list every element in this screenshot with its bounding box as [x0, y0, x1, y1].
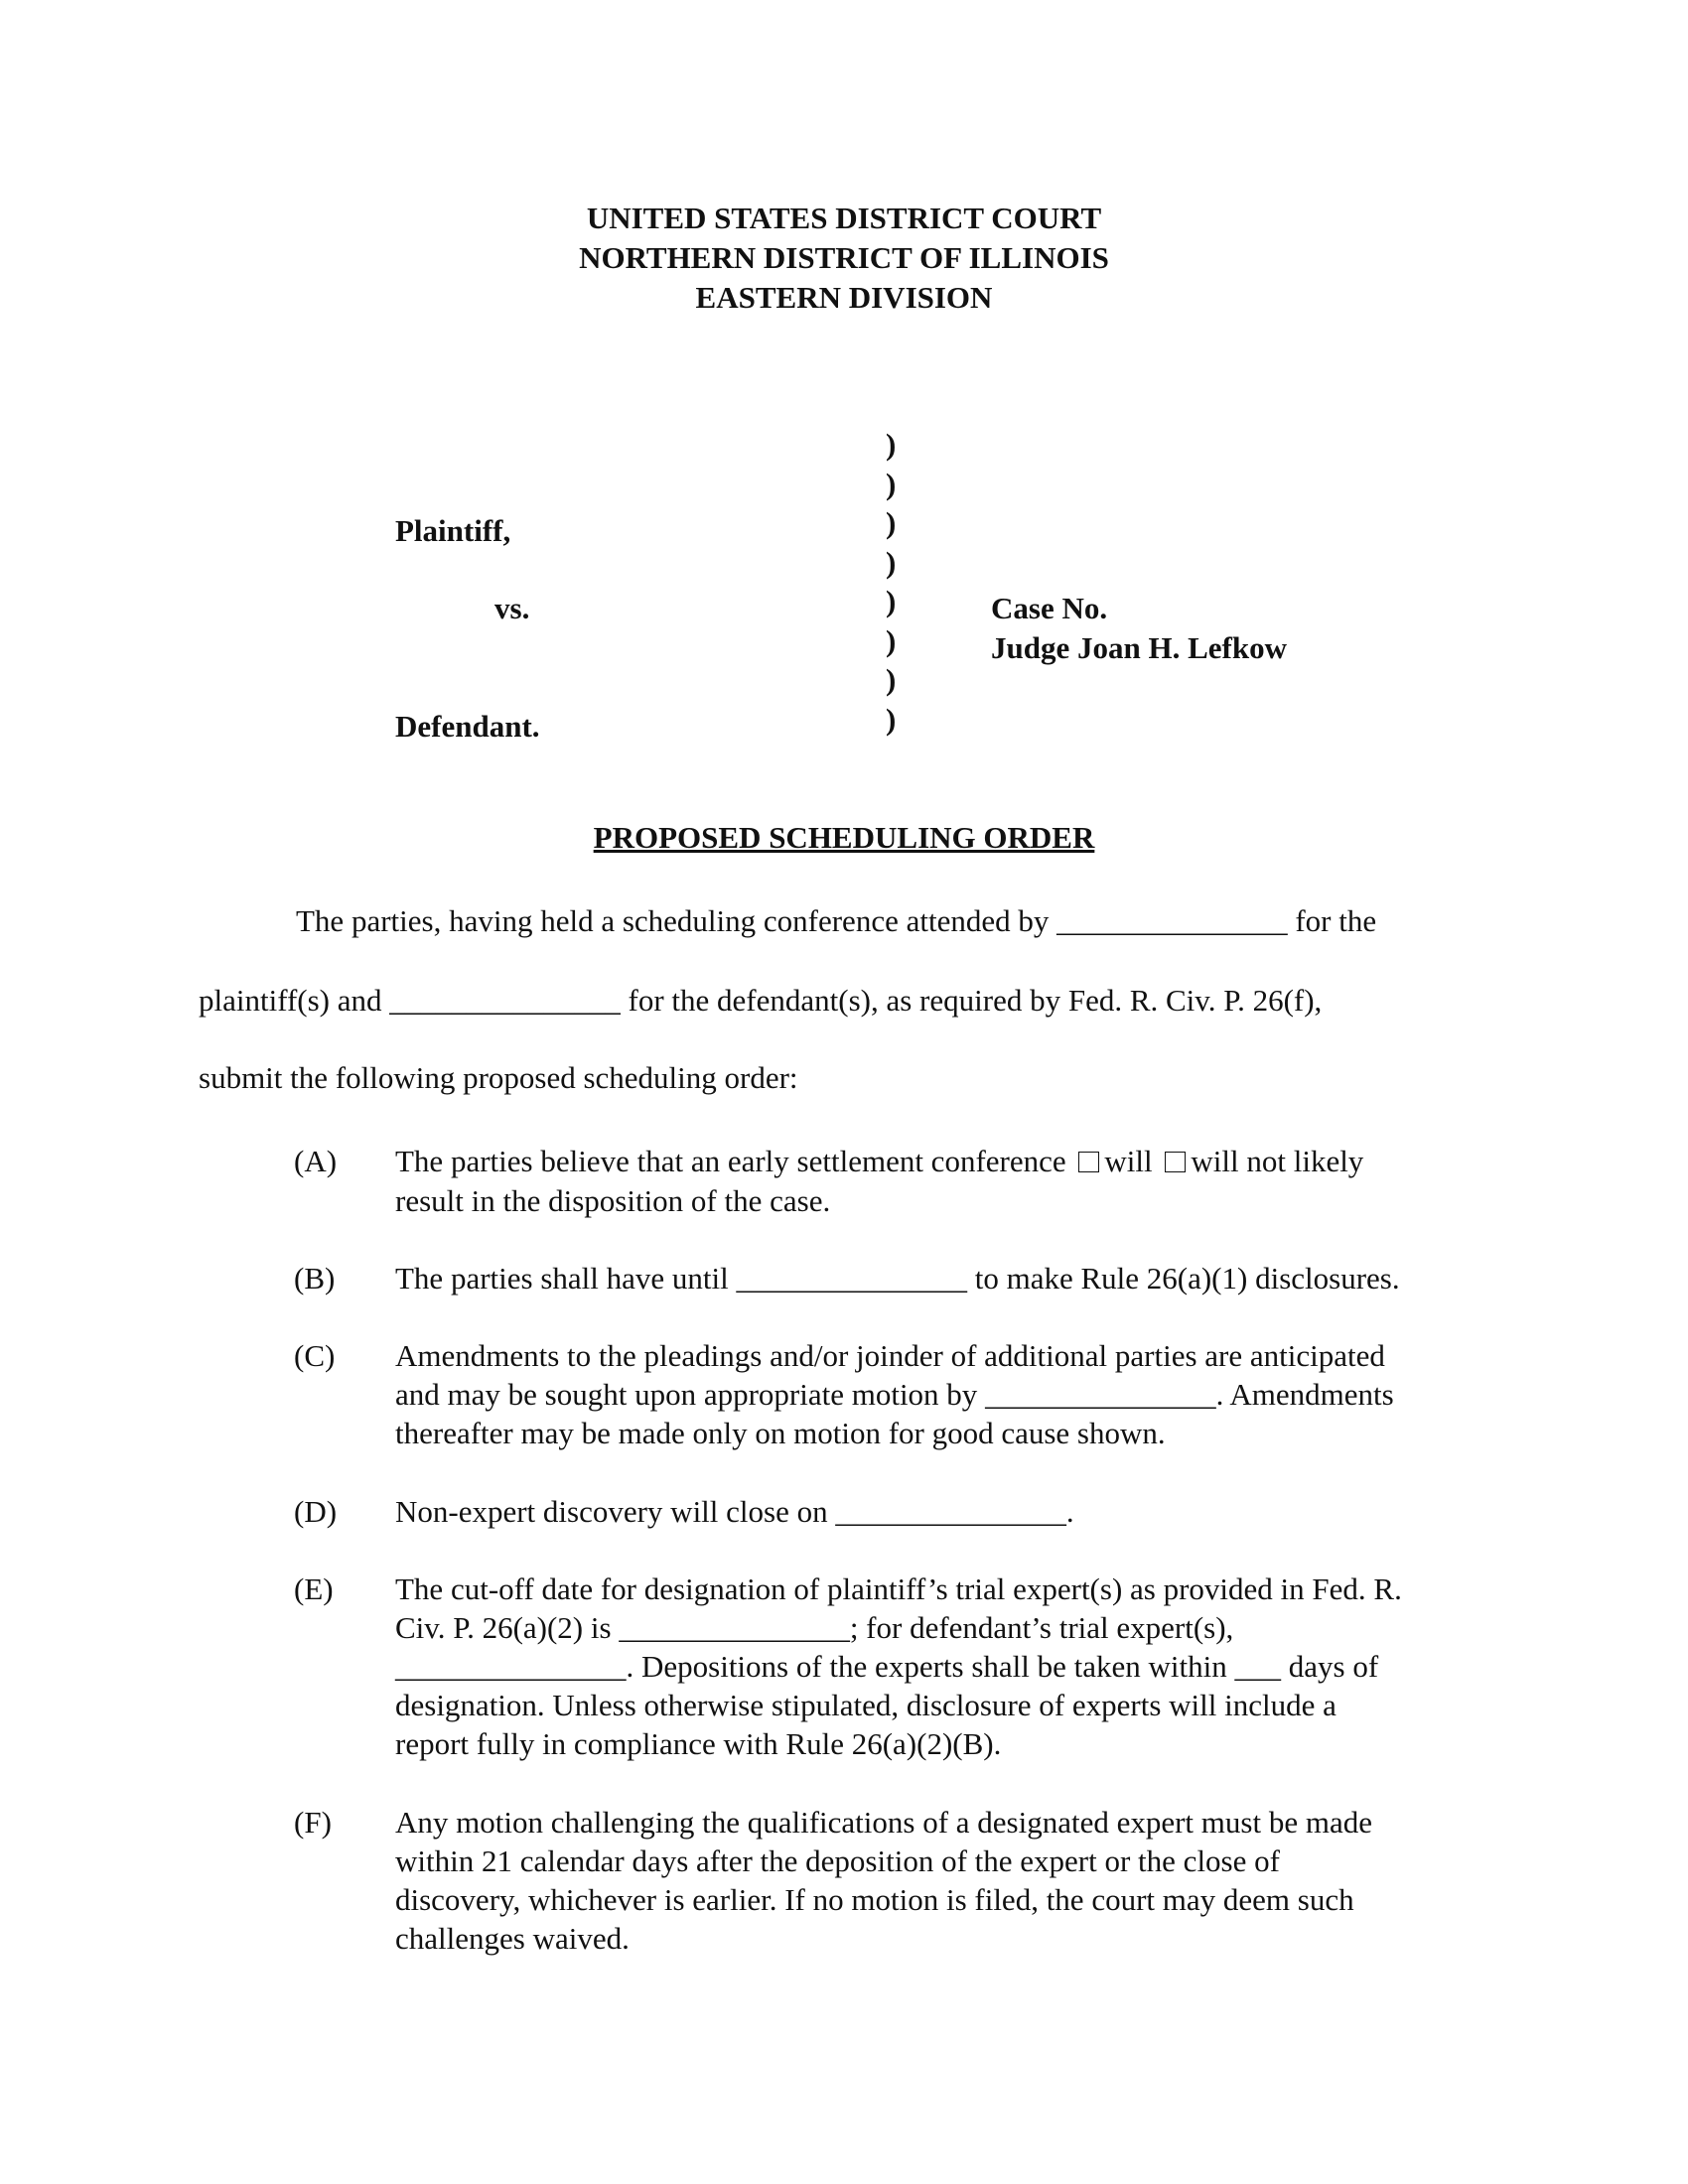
item-d-text: Non-expert discovery will close on: [395, 1494, 828, 1529]
item-a-line-1: [395, 1142, 1363, 1181]
item-e-line-2: [395, 1608, 1233, 1648]
intro-text: The parties, having held a scheduling conference attended by: [296, 903, 1050, 938]
item-f-line-4: challenges waived.: [395, 1921, 630, 1956]
item-c-text: and may be sought upon appropriate motion by: [395, 1377, 978, 1412]
item-f-line-2: within 21 calendar days after the deposition of the expert or the close of: [395, 1843, 1280, 1878]
item-e-text: Civ. P. 26(a)(2) is: [395, 1610, 612, 1645]
item-e-label: (E): [294, 1571, 334, 1606]
item-a-line-2: result in the disposition of the case.: [395, 1183, 831, 1218]
defendant-expert-date-blank[interactable]: _______________: [395, 1649, 627, 1684]
caption-paren: ): [886, 584, 897, 618]
discovery-close-blank[interactable]: _______________: [835, 1494, 1066, 1529]
item-b-text: to make Rule 26(a)(1) disclosures.: [974, 1261, 1400, 1296]
item-d-label: (D): [294, 1494, 338, 1529]
vs-label: vs.: [494, 591, 530, 625]
court-district: NORTHERN DISTRICT OF ILLINOIS: [579, 240, 1109, 275]
item-b-line-1: [395, 1259, 1400, 1298]
court-division: EASTERN DIVISION: [695, 280, 993, 315]
item-c-line-3: thereafter may be made only on motion for good cause shown.: [395, 1416, 1166, 1450]
will-not-option-label: will not likely: [1191, 1144, 1364, 1178]
case-number-label: Case No.: [991, 591, 1108, 625]
caption-paren: ): [886, 544, 897, 580]
item-a-text: The parties believe that an early settlement conference: [395, 1144, 1066, 1178]
caption-paren: ): [886, 427, 897, 462]
item-e-line-3: [395, 1647, 1378, 1687]
item-b-label: (B): [294, 1261, 336, 1296]
item-c-line-1: Amendments to the pleadings and/or joinder of additional parties are anticipated: [395, 1338, 1385, 1373]
item-d-text: .: [1065, 1494, 1074, 1529]
document-title: PROPOSED SCHEDULING ORDER: [593, 820, 1095, 855]
item-b-text: The parties shall have until: [395, 1261, 729, 1296]
intro-line-1: [296, 901, 1376, 941]
intro-text: for the defendant(s), as required by Fed. R. Civ. P. 26(f),: [628, 983, 1323, 1018]
attendee-defendant-blank[interactable]: _______________: [389, 983, 621, 1018]
caption-paren: ): [886, 466, 897, 501]
caption-parentheses: [886, 425, 906, 739]
item-f-label: (F): [294, 1805, 332, 1840]
item-c-label: (C): [294, 1338, 336, 1373]
amendment-date-blank[interactable]: _______________: [985, 1377, 1216, 1412]
item-f-line-3: discovery, whichever is earlier. If no motion is filed, the court may deem such: [395, 1882, 1354, 1917]
intro-line-3: submit the following proposed scheduling order:: [199, 1060, 798, 1095]
item-f-line-1: Any motion challenging the qualifications of a designated expert must be made: [395, 1805, 1372, 1840]
intro-text: plaintiff(s) and: [199, 983, 382, 1018]
will-option-label: will: [1104, 1144, 1153, 1178]
caption-paren: ): [886, 622, 897, 658]
item-a-label: (A): [294, 1144, 338, 1178]
plaintiff-label: Plaintiff,: [395, 513, 511, 548]
caption-paren: ): [886, 662, 897, 697]
item-c-text: . Amendments: [1215, 1377, 1394, 1412]
defendant-label: Defendant.: [395, 709, 540, 744]
item-e-text: ; for defendant’s trial expert(s),: [849, 1610, 1234, 1645]
disclosure-date-blank[interactable]: _______________: [736, 1261, 967, 1296]
caption-paren: ): [886, 701, 897, 737]
deposition-days-blank[interactable]: ___: [1234, 1649, 1281, 1684]
intro-line-2: [199, 981, 1322, 1021]
item-e-line-1: The cut-off date for designation of plaintiff’s trial expert(s) as provided in Fed. R.: [395, 1571, 1402, 1606]
item-e-text: . Depositions of the experts shall be taken within: [626, 1649, 1227, 1684]
judge-name: Judge Joan H. Lefkow: [991, 630, 1287, 665]
item-e-line-4: designation. Unless otherwise stipulated, disclosure of experts will include a: [395, 1688, 1336, 1722]
attendee-plaintiff-blank[interactable]: _______________: [1056, 903, 1288, 938]
item-c-line-2: [395, 1375, 1394, 1415]
item-e-line-5: report fully in compliance with Rule 26(a)(2)(B).: [395, 1726, 1002, 1761]
will-checkbox[interactable]: [1078, 1152, 1099, 1172]
item-e-text: days of: [1288, 1649, 1379, 1684]
will-not-checkbox[interactable]: [1165, 1152, 1186, 1172]
item-d-line-1: [395, 1492, 1074, 1532]
intro-text: for the: [1295, 903, 1377, 938]
court-name: UNITED STATES DISTRICT COURT: [586, 201, 1102, 235]
plaintiff-expert-date-blank[interactable]: _______________: [619, 1610, 850, 1645]
caption-paren: ): [886, 505, 897, 540]
